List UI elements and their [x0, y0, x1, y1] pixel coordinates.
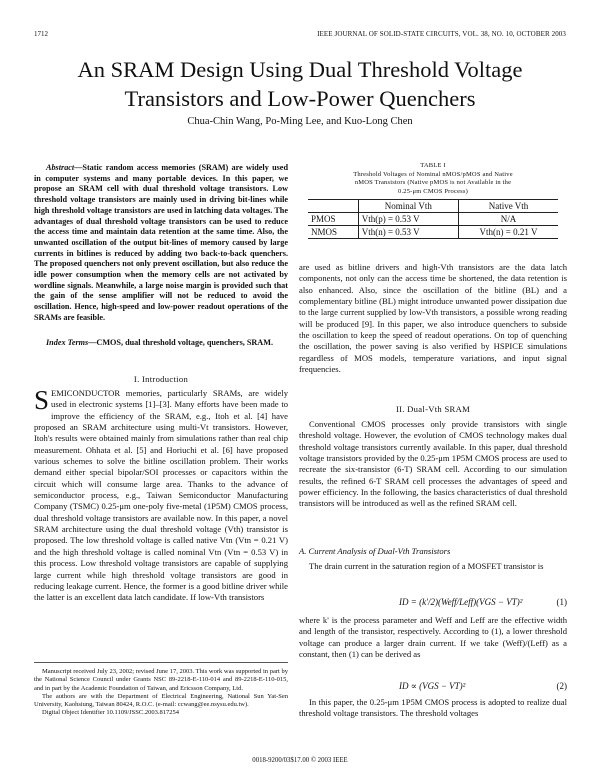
journal-header: IEEE JOURNAL OF SOLID-STATE CIRCUITS, VOL. 38, NO. 10, OCTOBER 2003: [317, 30, 566, 38]
abstract-label: Abstract—: [46, 163, 83, 172]
equation-1: [299, 597, 567, 611]
table-row: [308, 226, 558, 239]
subsection-heading: A. Current Analysis of Dual-Vth Transistors: [299, 546, 451, 556]
table-cell: N/A: [458, 213, 558, 226]
threshold-voltage-table: [308, 199, 558, 239]
table-header-cell: [308, 200, 358, 213]
index-terms-label: Index Terms—: [46, 338, 97, 347]
footnote-doi: Digital Object Identifier 10.1109/JSSC.2003.817254: [42, 709, 179, 717]
equation-1-expression: ID = (k'/2)(Weff/Leff)(VGS − VT)²: [399, 597, 523, 607]
table-cell: Vth(n) = 0.53 V: [358, 226, 458, 239]
index-terms-text: CMOS, dual threshold voltage, quenchers, SRAM.: [96, 338, 273, 347]
title-line-2: Transistors and Low-Power Quenchers: [124, 86, 476, 111]
author-list: Chua-Chin Wang, Po-Ming Lee, and Kuo-Long Chen: [187, 116, 413, 127]
subsection-body-1: [299, 561, 567, 572]
section-heading-introduction: I. Introduction: [133, 374, 189, 384]
equation-2: [299, 681, 567, 695]
equation-1-number: (1): [556, 597, 567, 607]
paragraph: Conventional CMOS processes only provide transistors with single threshold voltage. However, the evolution of CMOS technology makes dual threshold voltage transistors currently available. In this paper, dual threshold voltage transistors provided by the 0.25-μm 1P5M CMOS process are used to recreate the six-transistor (6-T) SRAM cell. According to our simulation results, the refined 6-T SRAM cell processes the advantages of speed and power efficiency. In the following, the basics characteristics of dual threshold transistors will be introduced as well as the refined SRAM cell.: [299, 419, 567, 509]
page-number: 1712: [34, 30, 48, 38]
equation-2-expression: ID ∝ (VGS − VT)²: [399, 681, 466, 691]
footnote-rule: [34, 662, 288, 663]
introduction-text: EMICONDUCTOR memories, particularly SRAMs, are widely used in electronic systems [1]–[3]. Many efforts have been made to improve the efficiency of the SRAM, e.g., Itoh et al. [4] have proposed an SRAM architecture using multi-Vt transistors. However, Itoh's results were obtained mainly from simulations rather than real chip measurement. Ohhata et al. [5] and Horiuchi et al. [6] have proposed various schemes to solve the bitline oscillation problem. Their works demand either special bipolar/SOI processes or capacitors within the circuit which will consume large area. Thanks to the advance of semiconductor process, e.g., Taiwan Semiconductor Manufacturing Company (TSMC) 0.25-μm one-poly five-metal (1P5M) CMOS process, dual threshold voltage transistors are available now. In this paper, a novel SRAM architecture using the dual threshold voltage (Vth) transistor is proposed. The low threshold voltage is called native Vtn (Vtn = 0.21 V) and the high threshold voltage is called nominal Vtn (Vtn = 0.53 V) in this process. Low threshold voltage transistors are capable of supplying large current while high threshold voltage transistors are good in reducing leakage current. Hence, the former is a good bitline driver while the latter is an excellent data latch candidate. If low-Vth transistors: [34, 388, 288, 603]
table-cell: PMOS: [308, 213, 358, 226]
paragraph: where k' is the process parameter and Weff and Leff are the effective width and length of the transistor, respectively. According to (1), a lower threshold voltage can produce a larger drain current. If we take (Weff)/(Leff) as a constant, then (1) can be derived as: [299, 615, 567, 660]
title-line-1: An SRAM Design Using Dual Threshold Voltage: [77, 57, 523, 82]
index-terms: [34, 338, 288, 349]
section-heading-dual-vth: II. Dual-Vth SRAM: [395, 404, 471, 414]
footnote-manuscript: Manuscript received July 23, 2002; revised June 17, 2003. This work was supported in part by the National Science Council under Grants NSC 89-2218-E-110-014 and 89-2218-E-110-015, and in part by the Academic Foundation of Taiwan, and Ericsson Company, Ltd.: [34, 668, 288, 692]
abstract-text: Static random access memories (SRAM) are widely used in computer systems and many portable devices. In this paper, we propose an SRAM cell with dual threshold voltage transistors. Low threshold voltage transistors are mainly used in driving bit-lines while high threshold voltage transistors are used in latching data voltages. The advantages of dual threshold voltage transistors can be used to reduce the access time and maintain data retention at the same time. Also, the unwanted oscillation of the output bit-lines of memory caused by large currents in bitlines is reduced by adding two back-to-back quenchers. The proposed quenchers not only prevent oscillation, but also reduce the idle power consumption when the memory cells are not activated by wordline signals. Meanwhile, a large noise margin is provided such that the gain of the sense amplifier will not be reduced to avoid the oscillation. Hence, high-speed and low-power readout operations of the SRAMs are feasible.: [34, 163, 288, 322]
right-column-text-1: [299, 262, 567, 375]
equation-2-number: (2): [556, 681, 567, 691]
abstract: [34, 163, 288, 324]
table-cell: Vth(n) = 0.21 V: [458, 226, 558, 239]
table-header-cell: Nominal Vth: [358, 200, 458, 213]
paper-title: [0, 55, 600, 113]
paragraph: In this paper, the 0.25-μm 1P5M CMOS process is adopted to realize dual threshold voltage transistors. The threshold voltages: [299, 697, 567, 719]
table-cell: Vth(p) = 0.53 V: [358, 213, 458, 226]
subsection-body-3: [299, 697, 567, 720]
introduction-body: [34, 385, 288, 604]
table-header-row: [308, 200, 558, 213]
table-caption-line-3: 0.25-μm CMOS Process): [398, 187, 468, 195]
footnote: [34, 668, 288, 718]
paragraph: are used as bitline drivers and high-Vth transistors are the data latch components, not only can the access time be shortened, the data retention is also enhanced. Also, since the oscillation of the bitline (BL) and a complementary bitline (BL) might introduce unwanted power dissipation due to the large current supplied by low-Vth transistors, a possible wrong reading will be produced [9]. In this paper, we also introduce quenchers to subside the oscillation to keep the speed of readout operations. On top of quenching the oscillation, the power saving is also verified by HSPICE simulations regardless of MOS models, temperature variations, and input signal frequencies.: [299, 262, 567, 375]
table-header-cell: Native Vth: [458, 200, 558, 213]
drop-cap: S: [34, 385, 50, 415]
table-label: TABLE I: [420, 162, 446, 169]
table-row: [308, 213, 558, 226]
table-cell: NMOS: [308, 226, 358, 239]
copyright-footer: 0018-9200/03$17.00 © 2003 IEEE: [252, 757, 348, 764]
table-caption: [299, 162, 567, 196]
footnote-affiliation: The authors are with the Department of Electrical Engineering, National Sun Yat-Sen University, Kaohsiung, Taiwan 80424, R.O.C. (e-mail: ccwang@ee.nsysu.edu.tw).: [34, 692, 288, 709]
paragraph: The drain current in the saturation region of a MOSFET transistor is: [309, 561, 544, 571]
table-caption-line-2: nMOS Transistors (Native pMOS is not Available in the: [354, 179, 512, 187]
section-2-body: [299, 419, 567, 510]
subsection-body-2: [299, 615, 567, 660]
table-caption-line-1: Threshold Voltages of Nominal nMOS/pMOS and Native: [353, 170, 513, 178]
